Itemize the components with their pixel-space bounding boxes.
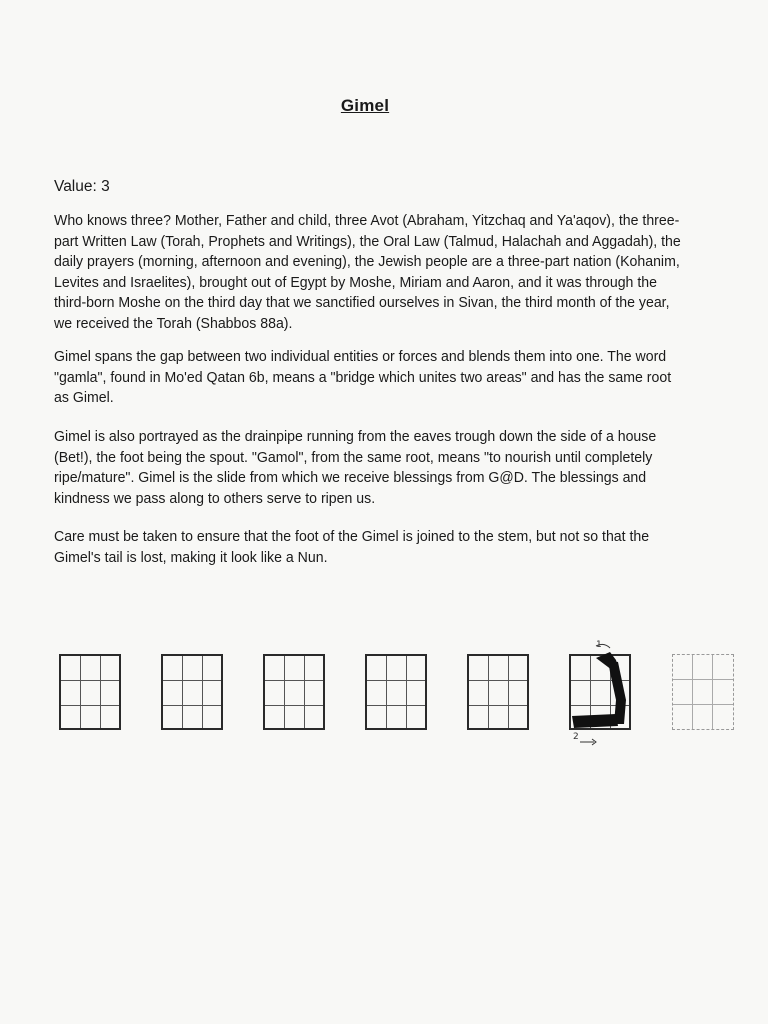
practice-grid[interactable] — [161, 654, 223, 730]
paragraph-gimel-drainpipe: Gimel is also portrayed as the drainpipe running from the eaves trough down the side of a house (Bet!), the foot being the spout. "Gamol", from the same root, means "to nourish until completely ripe/mature". Gimel is the slide from which we receive blessings from G@D. The blessings and kindness we pass along to others serve to ripen us. — [54, 428, 657, 507]
practice-grid[interactable] — [467, 654, 529, 730]
stroke-number-2: 2 — [573, 732, 579, 742]
paragraph-who-knows-three: Who knows three? Mother, Father and child, three Avot (Abraham, Yitzchaq and Ya'aqov), the three-part Written Law (Torah, Prophets and Writings), the Oral Law (Talmud, Halachah and Aggadah), the daily prayers (morning, afternoon and evening), the Jewish people are a three-part nation (Kohanim, Levites and Israelites), brought out of Egypt by Moshe, Miriam and Aaron, and it was through the third-born Moshe on the third day that we sanctified ourselves in Sivan, the third month of the year, we received the Torah (Shabbos 88a). — [54, 212, 681, 332]
stroke-number-1: 1 — [596, 640, 602, 650]
paragraph-gimel-care: Care must be taken to ensure that the foot of the Gimel is joined to the stem, but not so that the Gimel's tail is lost, making it look like a Nun. — [54, 528, 650, 566]
paragraph-gimel-bridge: Gimel spans the gap between two individual entities or forces and blends them into one. The word "gamla", found in Mo'ed Qatan 6b, means a "bridge which unites two areas" and has the same root as Gimel. — [54, 348, 672, 406]
value-line: Value: 3 — [54, 178, 110, 195]
practice-grid-row — [0, 636, 768, 766]
practice-grid-faint[interactable] — [672, 654, 734, 730]
page-title: Gimel — [340, 96, 390, 115]
practice-grid[interactable] — [365, 654, 427, 730]
practice-grid[interactable] — [59, 654, 121, 730]
practice-grid[interactable] — [263, 654, 325, 730]
